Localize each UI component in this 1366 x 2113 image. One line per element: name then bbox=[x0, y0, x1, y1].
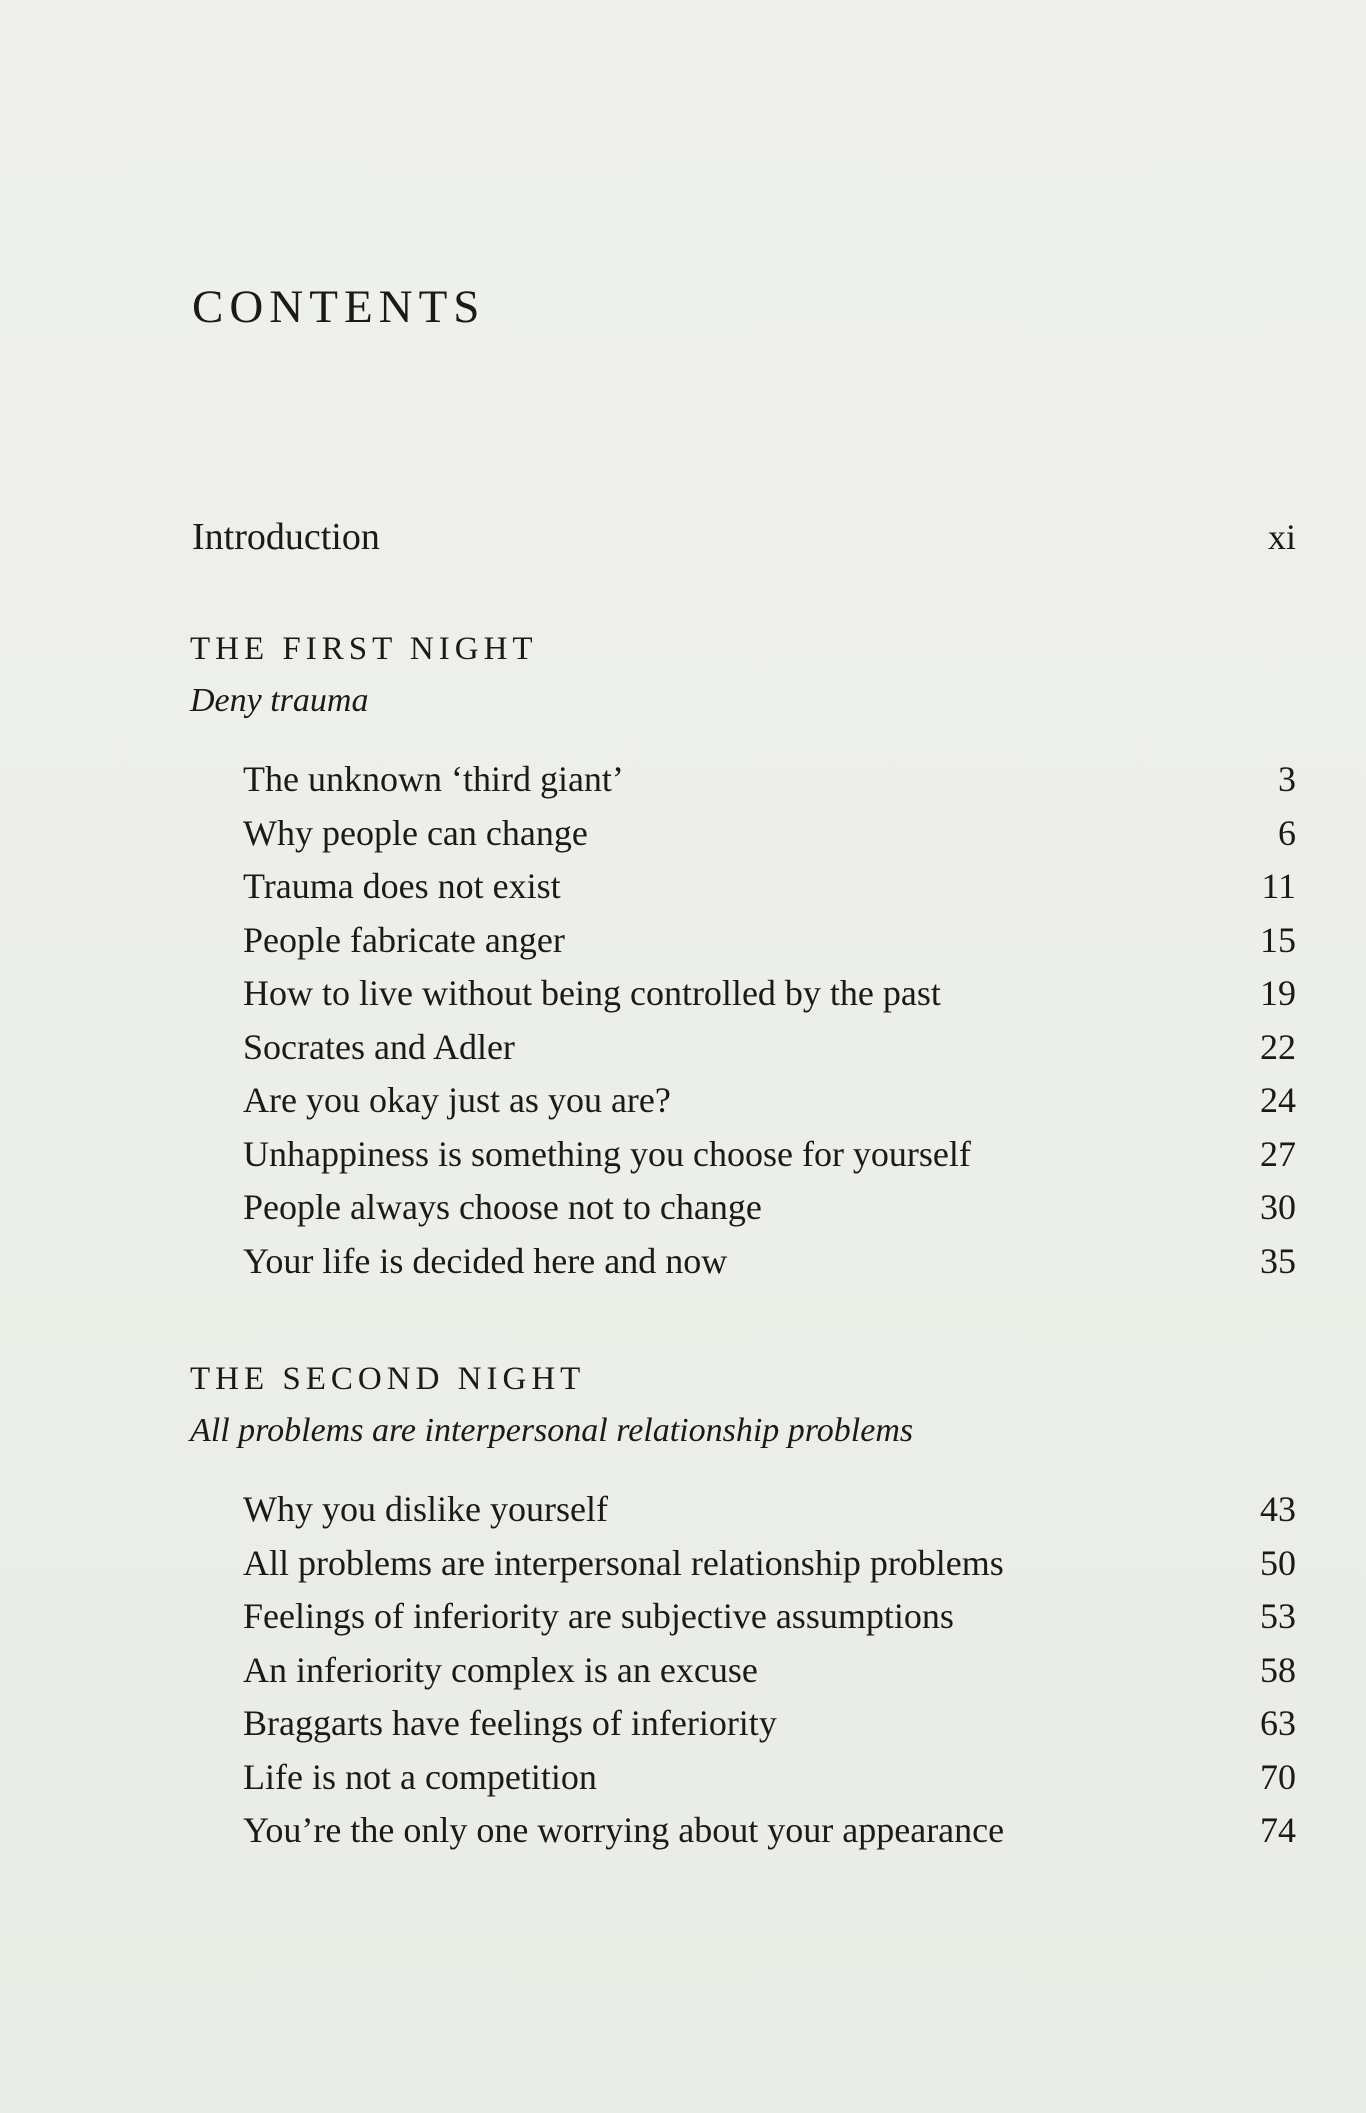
toc-entry-page: 63 bbox=[1260, 1703, 1296, 1743]
toc-entry-page: 30 bbox=[1260, 1187, 1296, 1227]
toc-entry[interactable] bbox=[190, 807, 1296, 861]
toc-entry[interactable] bbox=[190, 914, 1296, 968]
toc-entry-label: All problems are interpersonal relationship problems bbox=[243, 1542, 1004, 1583]
page-title: CONTENTS bbox=[192, 281, 486, 333]
toc-entry[interactable] bbox=[190, 1751, 1296, 1805]
toc-entry[interactable] bbox=[190, 1644, 1296, 1698]
toc-entry[interactable] bbox=[190, 1021, 1296, 1075]
toc-section-first-night bbox=[190, 627, 1296, 1288]
section-title: THE SECOND NIGHT bbox=[190, 1361, 586, 1397]
toc-entry-label: Why you dislike yourself bbox=[243, 1489, 608, 1529]
toc-entry-label: Why people can change bbox=[243, 812, 588, 853]
toc-entry[interactable] bbox=[190, 967, 1296, 1021]
toc-entry-page: 3 bbox=[1278, 759, 1296, 799]
toc-entry[interactable] bbox=[190, 753, 1296, 807]
toc-entry-label: How to live without being controlled by the past bbox=[243, 973, 941, 1013]
toc-entry[interactable] bbox=[190, 860, 1296, 914]
toc-entry-label: Introduction bbox=[192, 516, 380, 558]
toc-section-second-night bbox=[190, 1357, 1296, 1858]
toc-entry[interactable] bbox=[190, 1537, 1296, 1591]
toc-entry-page: 19 bbox=[1260, 973, 1296, 1013]
toc-entry-label: Are you okay just as you are? bbox=[243, 1080, 671, 1120]
section-title: THE FIRST NIGHT bbox=[190, 631, 538, 667]
toc-entry-label: Unhappiness is something you choose for yourself bbox=[243, 1133, 971, 1174]
toc-entry-label: People always choose not to change bbox=[243, 1187, 762, 1227]
toc-entry-label: You’re the only one worrying about your appearance bbox=[243, 1810, 1005, 1850]
toc-entry-page: 70 bbox=[1260, 1756, 1296, 1797]
toc-entry-introduction[interactable] bbox=[192, 515, 1296, 559]
toc-entry-page: 15 bbox=[1260, 919, 1296, 960]
toc-entry[interactable] bbox=[190, 1590, 1296, 1644]
toc-entry-page: 43 bbox=[1260, 1489, 1296, 1529]
toc-entry-page: 22 bbox=[1260, 1026, 1296, 1067]
toc-entry-label: People fabricate anger bbox=[243, 919, 565, 960]
toc-entry-label: Braggarts have feelings of inferiority bbox=[243, 1703, 777, 1743]
toc-entry-label: An inferiority complex is an excuse bbox=[243, 1649, 758, 1690]
toc-entry[interactable] bbox=[190, 1804, 1296, 1858]
toc-entry-page: 58 bbox=[1260, 1649, 1296, 1690]
toc-entry[interactable] bbox=[190, 1235, 1296, 1289]
section-subtitle: All problems are interpersonal relationship problems bbox=[190, 1412, 914, 1449]
toc-entry-label: Socrates and Adler bbox=[243, 1026, 515, 1067]
toc-entry[interactable] bbox=[190, 1128, 1296, 1182]
toc-entry-page: 74 bbox=[1260, 1810, 1296, 1850]
toc-entry-page: 27 bbox=[1260, 1133, 1296, 1174]
toc-entry-page: 11 bbox=[1261, 866, 1296, 906]
toc-entry-page: 53 bbox=[1260, 1596, 1296, 1636]
toc-entry-label: The unknown ‘third giant’ bbox=[243, 759, 624, 799]
toc-entry-page: 6 bbox=[1278, 812, 1296, 853]
toc-entry[interactable] bbox=[190, 1697, 1296, 1751]
toc-entry[interactable] bbox=[190, 1074, 1296, 1128]
toc-entry-label: Trauma does not exist bbox=[243, 866, 561, 906]
toc-entry-page: 24 bbox=[1260, 1080, 1296, 1120]
toc-entry-label: Your life is decided here and now bbox=[243, 1240, 728, 1281]
toc-entry-page: 35 bbox=[1260, 1240, 1296, 1281]
toc-entry-page: 50 bbox=[1260, 1542, 1296, 1583]
section-subtitle: Deny trauma bbox=[190, 682, 369, 719]
toc-entry-list bbox=[190, 1483, 1296, 1858]
toc-entry-page: xi bbox=[1267, 517, 1296, 557]
toc-entry[interactable] bbox=[190, 1483, 1296, 1537]
toc-entry-label: Feelings of inferiority are subjective assumptions bbox=[243, 1596, 954, 1636]
toc-entry[interactable] bbox=[190, 1181, 1296, 1235]
toc-entry-list bbox=[190, 753, 1296, 1288]
toc-entry-label: Life is not a competition bbox=[243, 1756, 597, 1797]
